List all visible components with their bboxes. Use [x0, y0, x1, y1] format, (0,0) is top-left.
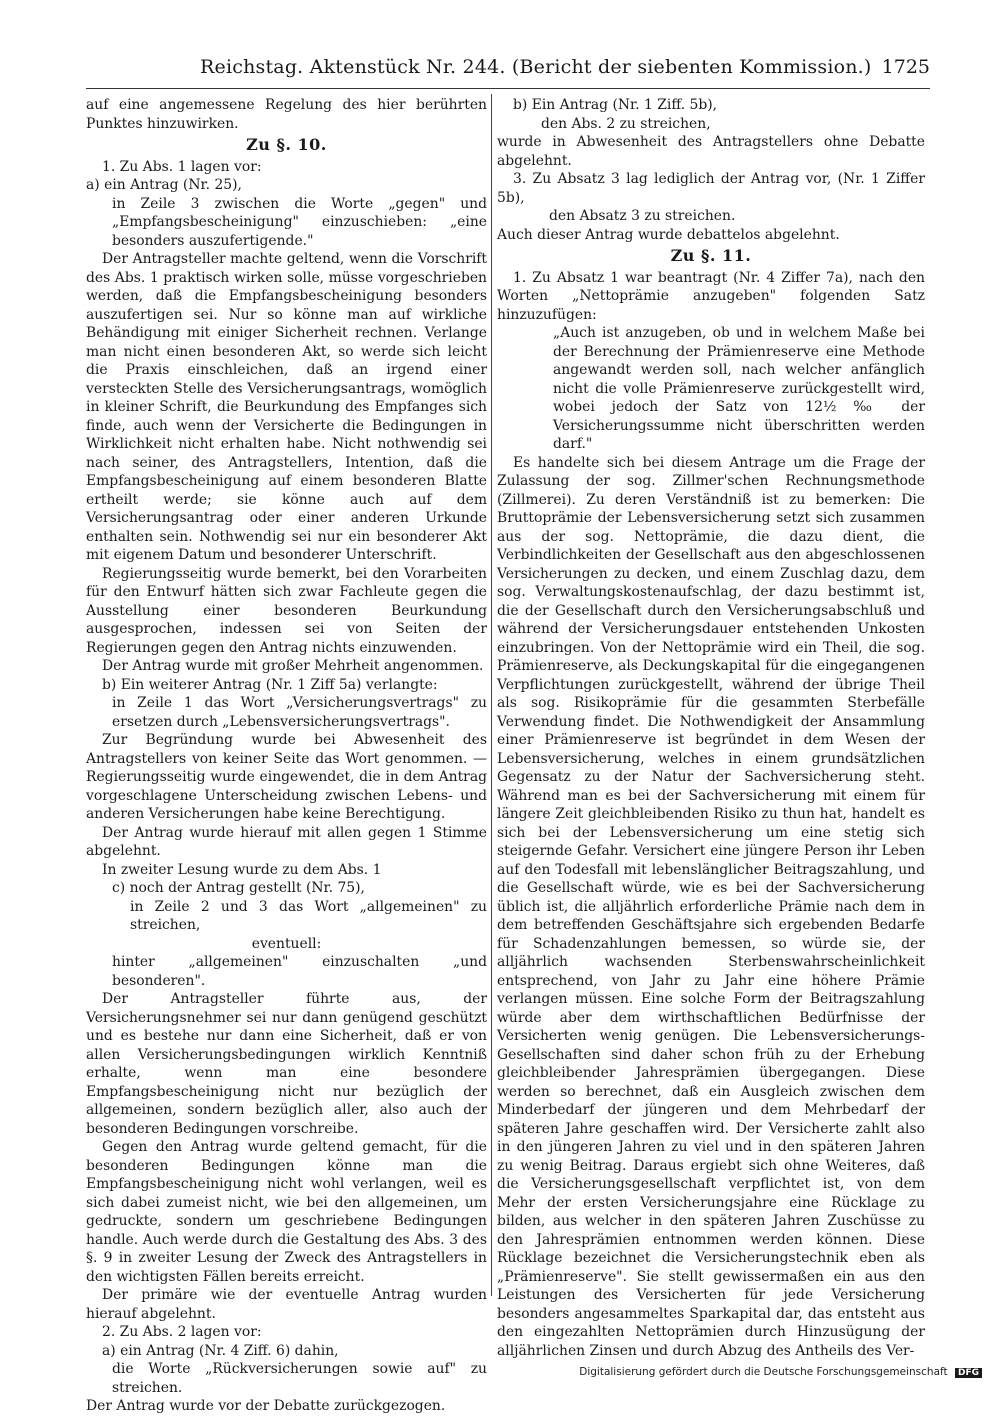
paragraph: 2. Zu Abs. 2 lagen vor:: [102, 1324, 262, 1340]
paragraph: c) noch der Antrag gestellt (Nr. 75),: [112, 880, 365, 896]
paragraph: Der Antragsteller führte aus, der Versicherungsnehmer sei nur dann genügend geschützt und es bestehe nur dann eine Sicherheit, daß er von allen Versicherungsbedingungen wirklich Kenntniß erhalte, wenn man eine besondere Empfangsbescheinigung nicht nur bezüglich der allgemeinen, sondern bezüglich aller, also auch der besonderen Bedingungen vorschreibe.: [86, 991, 487, 1137]
dfg-logo: DFG: [955, 1368, 982, 1378]
paragraph: a) ein Antrag (Nr. 4 Ziff. 6) dahin,: [102, 1342, 339, 1359]
section-heading-11: Zu §. 11.: [670, 246, 752, 265]
footer-text: Digitalisierung gefördert durch die Deutsche Forschungsgemeinschaft: [579, 1366, 948, 1378]
paragraph: Der Antrag wurde vor der Debatte zurückgezogen.: [86, 1398, 446, 1414]
paragraph: die Worte „Rückversicherungen sowie auf" zu streichen.: [112, 1361, 487, 1396]
paragraph: Der Antragsteller machte geltend, wenn die Vorschrift des Abs. 1 praktisch wirken solle, müsse vorgeschrieben werden, daß die Empfangsbescheinigung besonders auszufertigen sei. Nur so könne man auf wirkliche Behändigung mit einiger Sicherheit rechnen. Verlange man nicht einen besonderen Akt, so werde sich leicht die Praxis einschleichen, daß an irgend einer versteckten Stelle des Versicherungsantrags, womöglich in kleiner Schrift, die Beurkundung des Empfanges sich finde, auch wenn der Versicherte die Bedingungen in Wirklichkeit nicht erhalten habe. Nicht nothwendig sei nach seiner, des Antragstellers, Intention, daß die Empfangsbescheinigung auf einem besonderen Blatte ertheilt werde; sie könne auch auf dem Versicherungsantrag oder einer anderen Urkunde enthalten sein. Nothwendig sei nur ein besonderer Akt mit eigenem Datum und besonderer Unterschrift.: [86, 251, 487, 563]
paragraph: Der Antrag wurde mit großer Mehrheit angenommen.: [102, 658, 484, 674]
paragraph: Gegen den Antrag wurde geltend gemacht, für die besonderen Bedingungen könne man die Empfangsbescheinigung nicht wohl verlangen, weil es sich dabei zumeist nicht, wie bei den allgemeinen, um gedruckte, sondern um geschriebene Bedingungen handle. Auch werde durch die Gestaltung des Abs. 3 des §. 9 in zweiter Lesung der Zweck des Antragstellers in den wichtigsten Fällen bereits erreicht.: [86, 1139, 487, 1285]
header-title: Reichstag. Aktenstück Nr. 244. (Bericht der siebenten Kommission.): [200, 56, 872, 78]
paragraph: 1. Zu Abs. 1 lagen vor:: [102, 158, 262, 175]
paragraph: Der Antrag wurde hierauf mit allen gegen 1 Stimme abgelehnt.: [86, 824, 487, 859]
paragraph: in Zeile 2 und 3 das Wort „allgemeinen" zu streichen,: [130, 898, 487, 933]
paragraph: 3. Zu Absatz 3 lag lediglich der Antrag vor, (Nr. 1 Ziffer 5b),: [497, 171, 925, 206]
paragraph: b) Ein weiterer Antrag (Nr. 1 Ziff 5a) verlangte:: [102, 676, 438, 693]
quoted-paragraph: „Auch ist anzugeben, ob und in welchem Maße bei der Berechnung der Prämienreserve eine Methode angewandt werden soll, nach welcher anfänglich nicht die volle Prämienreserve zurückgestellt wird, wobei jedoch der Satz von 12½ ‰ der Versicherungssumme nicht überschritten werden darf.": [553, 325, 925, 452]
paragraph: In zweiter Lesung wurde zu dem Abs. 1: [102, 861, 382, 878]
paragraph: a) ein Antrag (Nr. 25),: [86, 177, 242, 193]
paragraph: b) Ein Antrag (Nr. 1 Ziff. 5b),: [513, 97, 718, 113]
paragraph: den Abs. 2 zu streichen,: [541, 115, 711, 132]
paragraph: Regierungsseitig wurde bemerkt, bei den Vorarbeiten für den Entwurf hätten sich zwar Fachleute gegen die Ausstellung einer besonderen Beurkundung ausgesprochen, indessen sei von Seiten der Regierungen gegen den Antrag nichts einzuwenden.: [86, 565, 487, 656]
paragraph: Auch dieser Antrag wurde debattelos abgelehnt.: [497, 226, 840, 243]
paragraph: eventuell:: [251, 935, 322, 952]
header-rule: [86, 88, 930, 89]
page-header: [60, 56, 930, 86]
paragraph: hinter „allgemeinen" einzuschalten „und besonderen".: [112, 954, 487, 989]
paragraph: Der primäre wie der eventuelle Antrag wurden hierauf abgelehnt.: [86, 1287, 487, 1322]
paragraph: den Absatz 3 zu streichen.: [549, 208, 736, 224]
page-number: 1725: [881, 56, 930, 78]
right-column: [497, 96, 925, 1360]
paragraph: Es handelte sich bei diesem Antrage um die Frage der Zulassung der sog. Zillmer'schen Rechnungsmethode (Zillmerei). Zu deren Verständniß ist zu bemerken: Die Bruttoprämie der Lebensversicherung setzt sich zusammen aus der sog. Nettoprämie, die dazu dient, die Verbindlichkeiten der Gesellschaft aus den abgeschlossenen Versicherungen zu decken, und einem Zuschlag dazu, dem sog. Verwaltungskostenaufschlag, der dazu bestimmt ist, die der Gesellschaft durch den Versicherungsabschluß und während der Versicherungsdauer entstehenden Unkosten einzubringen. Von der Nettoprämie wird ein Theil, die sog. Prämienreserve, als Deckungskapital für die eingegangenen Verpflichtungen zurückgestellt, während der übrige Theil als sog. Risikoprämie für die gesammten Sterbefälle Verwendung findet. Die Nothwendigkeit der Ansammlung einer Prämienreserve ist begründet in dem Wesen der Lebensversicherung, welches in einem grundsätzlichen Gegensatz zu der Natur der Sachversicherung steht. Während man es bei der Sachversicherung mit einem für längere Zeit gleichbleibenden Risiko zu thun hat, handelt es sich bei der Lebensversicherung um eine stetig sich steigernde Gefahr. Versichert eine jüngere Person ihr Leben auf den Todesfall mit lebenslänglicher Beitragszahlung, und die Gesellschaft würde, wie es bei der Sachversicherung üblich ist, die alljährlich erforderliche Prämie nach dem in dem betreffenden Geschäftsjahre sich ergebenden Bedarfe für Schadenzahlungen bemessen, so würde sie, der alljährlich wachsenden Sterbenswahrscheinlichkeit entsprechend, von Jahr zu Jahr eine höhere Prämie verlangen müssen. Eine solche Form der Beitragszahlung würde aber dem wirthschaftlichen Bedürfnisse der Versicherten wenig genügen. Die Lebensversicherungs-Gesellschaften sind daher schon früh zu der Erhebung gleichbleibender Jahresprämien übergegangen. Diese werden so berechnet, daß ein Ausgleich zwischen dem Minderbedarf der jüngeren und dem Mehrbedarf der späteren Jahre geschaffen wird. Der Versicherte zahlt also in den jüngeren Jahren zu viel und in den späteren Jahren zu wenig Beitrag. Daraus ergiebt sich ohne Weiteres, daß die Versicherungsgesellschaft verpflichtet ist, von dem Mehr der ersten Versicherungsjahre eine Rücklage zu bilden, aus welcher in den späteren Jahren Zuschüsse zu den Jahresprämien entnommen werden können. Diese Rücklage bezeichnet die Versicherungstechnik eben als „Prämienreserve". Sie stellt gewissermaßen ein aus den Leistungen des Versicherten für jede Versicherung besonders angesammeltes Sparkapital dar, das entsteht aus den eingezahlten Nettoprämien durch Hinzusügung der alljährlichen Zinsen und durch Abzug des Antheils des Ver-: [497, 454, 925, 1359]
paragraph: auf eine angemessene Regelung des hier berührten Punktes hinzuwirken.: [86, 97, 487, 132]
left-column: [86, 96, 487, 1416]
column-divider: [491, 94, 492, 1296]
footer-credit: [579, 1366, 982, 1378]
paragraph: in Zeile 3 zwischen die Worte „gegen" und „Empfangsbescheinigung" einzuschieben: „eine besonders auszufertigende.": [112, 195, 487, 249]
paragraph: 1. Zu Absatz 1 war beantragt (Nr. 4 Ziffer 7a), nach den Worten „Nettoprämie anzugeben" folgenden Satz hinzuzufügen:: [497, 269, 925, 323]
paragraph: Zur Begründung wurde bei Abwesenheit des Antragstellers von keiner Seite das Wort genommen. — Regierungsseitig wurde eingewendet, die in dem Antrag vorgeschlagene Unterscheidung zwischen Lebens- und anderen Versicherungen habe keine Berechtigung.: [86, 732, 487, 822]
section-heading-10: Zu §. 10.: [246, 135, 327, 154]
paragraph: wurde in Abwesenheit des Antragstellers ohne Debatte abgelehnt.: [497, 134, 925, 169]
paragraph: in Zeile 1 das Wort „Versicherungsvertrags" zu ersetzen durch „Lebensversicherungsvertrags".: [112, 695, 487, 730]
